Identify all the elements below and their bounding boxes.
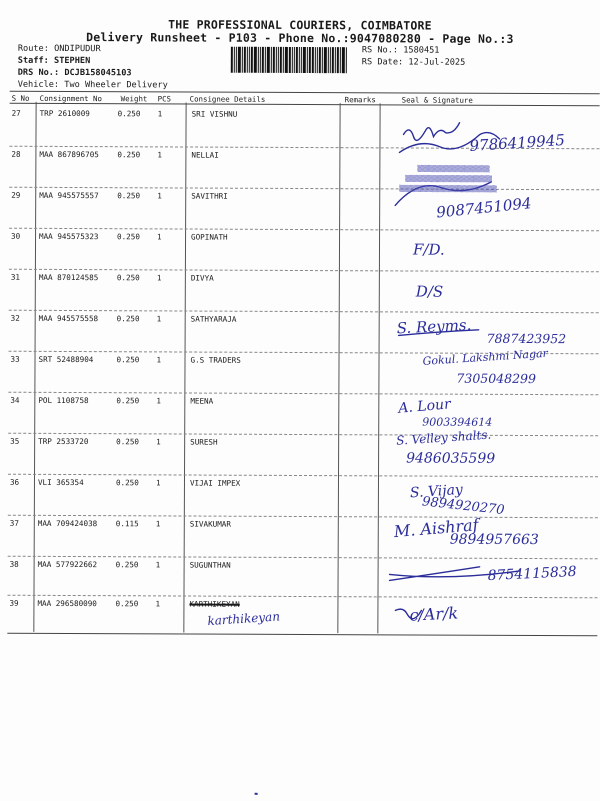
row-consignee: DIVYA — [190, 273, 214, 283]
barcode-bar — [299, 47, 300, 73]
row-weight: 0.250 — [116, 437, 140, 447]
row-consignee: SRI VISHNU — [191, 109, 238, 119]
row-consignment: POL 1108758 — [38, 395, 89, 406]
row-weight: 0.250 — [115, 599, 139, 609]
row-weight: 0.250 — [117, 232, 140, 242]
row-consignee: SUGUNTHAN — [189, 560, 231, 570]
row-sno: 39 — [9, 598, 19, 608]
barcode-bar — [276, 47, 277, 73]
ink-dot — [255, 793, 258, 795]
row-consignment: MAA 577922662 — [37, 559, 98, 570]
handwritten-remark: D/S — [415, 282, 444, 301]
handwritten-name: S. Velley shalts. — [395, 427, 492, 448]
barcode-bar — [234, 47, 235, 73]
col-consignee: Consignee Details — [189, 94, 266, 104]
barcode-bar — [330, 47, 331, 73]
row-consignee: SURESH — [190, 437, 218, 447]
handwritten-phone: 9087451094 — [435, 194, 533, 222]
row-pcs: 1 — [155, 599, 161, 609]
row-sno: 27 — [11, 108, 21, 118]
row-weight: 0.250 — [117, 191, 141, 201]
rs-date: RS Date: 12-Jul-2025 — [361, 57, 466, 68]
row-consignee: NELLAI — [191, 150, 219, 160]
barcode-bar — [317, 47, 318, 73]
row-consignee: G.S TRADERS — [190, 355, 241, 365]
barcode-bar — [285, 47, 288, 73]
barcode-bar — [278, 47, 279, 73]
row-sno: 33 — [10, 354, 20, 364]
row-consignee-struck: KARTHIKEYAN — [189, 599, 240, 609]
row-sno: 38 — [9, 559, 19, 569]
barcode-bar — [296, 47, 298, 73]
row-weight: 0.250 — [116, 273, 140, 283]
barcode-bar — [335, 47, 336, 73]
barcode-bar — [231, 47, 233, 73]
barcode-bar — [262, 47, 264, 73]
staff-label: Staff: STEPHEN — [17, 55, 91, 67]
barcode-bar — [346, 47, 347, 73]
row-consignee: SIVAKUMAR — [189, 519, 231, 529]
barcode-bar — [247, 47, 248, 73]
row-pcs: 1 — [157, 232, 162, 242]
handwritten-phone: 9786419945 — [468, 130, 566, 156]
row-weight: 0.250 — [116, 396, 140, 406]
col-remarks: Remarks — [344, 95, 376, 105]
row-weight: 0.115 — [115, 519, 139, 529]
row-pcs: 1 — [157, 191, 162, 201]
row-weight: 0.250 — [116, 355, 140, 365]
row-pcs: 1 — [156, 273, 162, 283]
barcode-bar — [301, 47, 302, 73]
row-pcs: 1 — [156, 396, 161, 406]
row-consignment: VLI 365354 — [37, 477, 84, 488]
barcode-bar — [289, 47, 291, 73]
col-seal: Seal & Signature — [401, 95, 473, 105]
barcode-bar — [337, 47, 339, 73]
barcode — [231, 47, 355, 74]
barcode-bar — [328, 47, 329, 73]
barcode-bar — [307, 47, 308, 73]
barcode-bar — [258, 47, 259, 73]
barcode-bar — [249, 47, 250, 73]
handwritten-name: M. Aishraf — [393, 515, 480, 542]
col-sno: S No — [11, 93, 30, 103]
barcode-bar — [312, 47, 314, 73]
row-sno: 29 — [11, 190, 21, 200]
row-consignment: TRP 2610009 — [39, 108, 90, 119]
handwritten-phone: 9003394614 — [422, 415, 493, 429]
handwritten-name: karthikeyan — [207, 609, 281, 629]
row-sno: 36 — [9, 477, 20, 487]
handwritten-name: A. Lour — [397, 396, 452, 417]
barcode-bar — [267, 47, 270, 73]
barcode-bar — [292, 47, 293, 73]
barcode-bar — [251, 47, 253, 73]
barcode-bar — [242, 47, 243, 73]
handwritten-phone: 7887423952 — [486, 330, 567, 347]
row-sno: 35 — [10, 436, 20, 446]
row-sno: 32 — [10, 313, 20, 323]
row-sno: 28 — [11, 149, 21, 159]
row-pcs: 1 — [156, 355, 162, 365]
handwritten-phone: 8754115838 — [487, 563, 577, 585]
header-bottom-rule — [10, 103, 600, 107]
handwritten-phone: 9894957663 — [449, 531, 539, 549]
row-consignee: SAVITHRI — [191, 191, 228, 201]
row-pcs: 1 — [155, 478, 161, 488]
barcode-bar — [303, 47, 306, 73]
barcode-bar — [238, 47, 241, 73]
row-consignment: SRT 52488904 — [38, 354, 94, 365]
handwritten-signature: c/Ar/k — [408, 603, 459, 625]
row-consignment: MAA 945575557 — [39, 190, 99, 201]
row-consignment: MAA 870124585 — [38, 272, 99, 283]
barcode-bar — [280, 47, 282, 73]
barcode-bar — [283, 47, 284, 73]
row-pcs: 1 — [156, 314, 162, 324]
barcode-bar — [294, 47, 295, 73]
barcode-bar — [340, 47, 341, 73]
col-weight: Weight — [120, 94, 148, 104]
barcode-bar — [244, 47, 246, 73]
row-pcs: 1 — [157, 150, 163, 160]
barcode-bar — [236, 47, 237, 73]
barcode-bar — [260, 47, 261, 73]
col-consignment: Consignment No — [39, 93, 102, 104]
row-pcs: 1 — [155, 560, 161, 570]
row-weight: 0.250 — [115, 560, 139, 570]
handwritten-name: Gokul. Lakshmi Nagar — [422, 346, 549, 368]
row-sno: 30 — [11, 231, 21, 241]
row-consignee: GOPINATH — [191, 232, 228, 242]
handwritten-phone: 9894920270 — [421, 494, 506, 519]
row-sno: 34 — [10, 395, 20, 405]
row-consignment: MAA 709424038 — [37, 518, 98, 529]
company-title: THE PROFESSIONAL COURIERS, COIMBATORE — [168, 17, 432, 33]
row-weight: 0.250 — [117, 150, 141, 160]
barcode-bar — [322, 47, 323, 73]
row-consignee: VIJAI IMPEX — [189, 478, 241, 488]
row-consignment: MAA 945575558 — [38, 313, 99, 324]
row-weight: 0.250 — [115, 478, 139, 488]
handwritten-phone: 9486035599 — [406, 450, 496, 467]
handwritten-remark: F/D. — [412, 240, 445, 259]
delivery-stamp: ▒▒▒▒▒▒▒▒▒▒▒▒▒▒▒▒▒▒▒▒ ▒▒▒▒▒▒▒▒▒▒▒▒▒▒▒▒▒▒▒▒▒▒▒▒ ▒▒▒▒▒▒▒▒▒▒▒▒▒▒▒▒▒▒▒▒▒▒▒▒▒▒▒ — [399, 165, 497, 193]
row-pcs: 1 — [156, 437, 161, 447]
barcode-bar — [265, 47, 266, 73]
drs-number: DRS No.: DCJB158045103 — [17, 67, 132, 79]
row-consignment: MAA 296580090 — [37, 598, 97, 609]
barcode-bar — [254, 47, 257, 73]
row-pcs: 1 — [155, 519, 161, 529]
barcode-bar — [332, 47, 334, 73]
handwritten-phone: 7305048299 — [456, 370, 537, 387]
barcode-bar — [324, 47, 327, 73]
barcode-bar — [319, 47, 321, 73]
barcode-bar — [342, 47, 345, 73]
route-label: Route: ONDIPUDUR — [17, 43, 101, 55]
row-sno: 31 — [10, 272, 21, 282]
barcode-bar — [315, 47, 316, 73]
row-consignment: MAA 867896705 — [39, 149, 99, 160]
rs-number: RS No.: 1580451 — [361, 45, 440, 56]
barcode-bar — [309, 47, 311, 73]
barcode-bar — [271, 47, 272, 73]
row-consignment: MAA 945575323 — [39, 231, 99, 242]
row-pcs: 1 — [157, 109, 163, 119]
row-consignee: MEENA — [190, 396, 214, 406]
row-consignee: SATHYARAJA — [190, 314, 237, 324]
row-sno: 37 — [9, 518, 19, 528]
runsheet-subtitle: Delivery Runsheet - P103 - Phone No.:9047080280 - Page No.:3 — [86, 30, 514, 46]
row-weight: 0.250 — [116, 314, 140, 324]
barcode-bar — [273, 47, 275, 73]
row-weight: 0.250 — [117, 109, 141, 119]
handwritten-name: S. Vijay — [409, 481, 464, 502]
col-pcs: PCS — [157, 94, 172, 104]
vehicle-label: Vehicle: Two Wheeler Delivery — [17, 79, 168, 91]
row-consignment: TRP 2533720 — [38, 436, 89, 447]
handwritten-name: S. Reyms. — [396, 315, 472, 338]
